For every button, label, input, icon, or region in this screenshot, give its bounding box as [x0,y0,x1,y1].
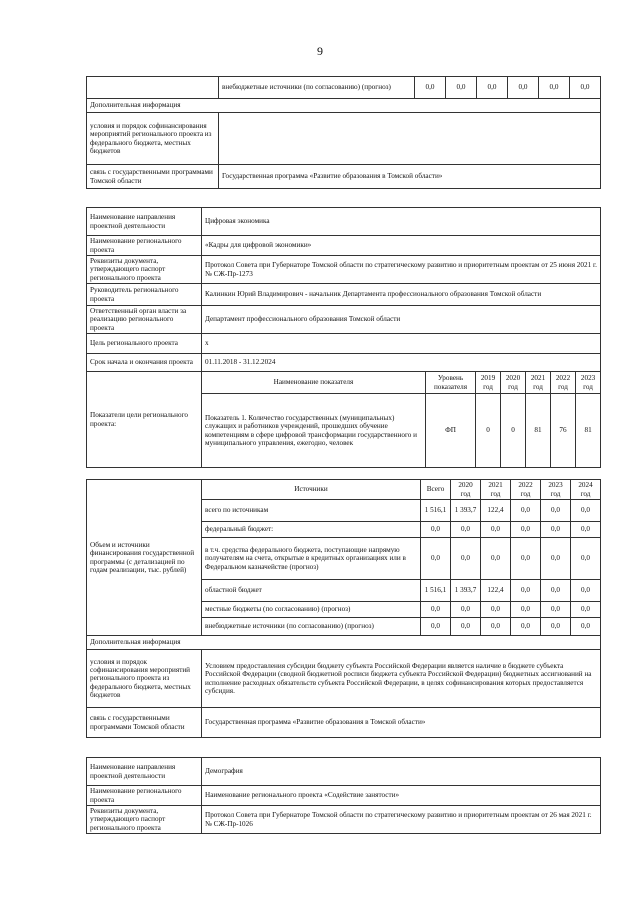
indicator-name: Показатель 1. Количество государственных (муниципальных) служащих и работников учреждений, прошедших обучение компетенциям в сфере цифровой трансформации государственного и муниципального управления, ежегодно, человек [202,394,426,468]
funding-value: 0,0 [571,522,601,538]
passport-label: Реквизиты документа, утверждающего паспорт регионального проекта [87,806,202,834]
funding-row-label: всего по источникам [202,500,421,522]
funding-year-header: 2022 год [511,480,541,500]
period-label: Срок начала и окончания проекта [87,354,202,372]
page-number: 9 [317,44,323,58]
funding-value: 0,0 [451,602,481,618]
funding-row-label: федеральный бюджет: [202,522,421,538]
funding-value: 0,0 [571,538,601,580]
budget-row-value: 0,0 [415,77,446,99]
head-label: Руководитель регионального проекта [87,284,202,306]
budget-row-label: внебюджетные источники (по согласованию) (прогноз) [219,77,415,99]
funding-value: 0,0 [511,500,541,522]
passport-value: Протокол Совета при Губернаторе Томской области по стратегическому развитию и приоритетным проектам от 25 июня 2021 г. № СЖ-Пр-1273 [202,256,601,284]
cofinancing-label: условия и порядок софинансирования мероприятий регионального проекта из федерального бюджета, местных бюджетов [87,650,202,708]
direction-label: Наименование направления проектной деятельности [87,208,202,236]
block2-table [86,207,601,468]
program-link-value: Государственная программа «Развитие образования в Томской области» [202,708,601,738]
indicators-label: Показатели цели регионального проекта: [87,372,202,468]
funding-value: 0,0 [511,522,541,538]
indicator-value: 81 [576,394,601,468]
indicator-level-header: Уровень показателя [426,372,476,394]
budget-row-value: 0,0 [539,77,570,99]
project-label: Наименование регионального проекта [87,786,202,806]
goal-value: x [202,334,601,354]
funding-table [86,479,601,738]
additional-info-heading: Дополнительная информация [87,636,601,650]
indicator-name-header: Наименование показателя [202,372,426,394]
program-link-label: связь с государственными программами Томской области [87,708,202,738]
budget-row-value: 0,0 [477,77,508,99]
indicator-year-header: 2022 год [551,372,576,394]
budget-row-value: 0,0 [570,77,601,99]
funding-total-header: Всего [421,480,451,500]
passport-value: Протокол Совета при Губернаторе Томской области по стратегическому развитию и приоритетным проектам от 26 мая 2021 г. № СЖ-Пр-1026 [202,806,601,834]
funding-value: 0,0 [541,602,571,618]
indicator-year-header: 2019 год [476,372,501,394]
project-value: Наименование регионального проекта «Содействие занятости» [202,786,601,806]
block3-table [86,757,601,834]
passport-label: Реквизиты документа, утверждающего паспорт регионального проекта [87,256,202,284]
funding-value: 0,0 [541,522,571,538]
funding-value: 0,0 [541,618,571,636]
indicator-year-header: 2023 год [576,372,601,394]
indicator-value: 81 [526,394,551,468]
funding-value: 1 393,7 [451,500,481,522]
funding-value: 0,0 [481,538,511,580]
cofinancing-value [219,113,601,165]
funding-value: 1 516,1 [421,580,451,602]
funding-value: 0,0 [571,580,601,602]
funding-value: 0,0 [451,522,481,538]
funding-sources-header: Источники [202,480,421,500]
indicator-year-header: 2021 год [526,372,551,394]
funding-value: 0,0 [511,580,541,602]
funding-value: 0,0 [481,602,511,618]
program-link-label: связь с государственными программами Томской области [87,165,219,189]
funding-value: 0,0 [571,602,601,618]
funding-value: 0,0 [481,618,511,636]
project-label: Наименование регионального проекта [87,236,202,256]
funding-value: 0,0 [511,618,541,636]
cofinancing-label: условия и порядок софинансирования мероприятий регионального проекта из федерального бюджета, местных бюджетов [87,113,219,165]
funding-value: 0,0 [571,500,601,522]
indicator-value: 76 [551,394,576,468]
funding-value: 0,0 [421,602,451,618]
program-link-value: Государственная программа «Развитие образования в Томской области» [219,165,601,189]
budget-row [87,77,601,99]
cofinancing-value: Условием предоставления субсидии бюджету субъекта Российской Федерации является наличие в бюджете субъекта Российской Федерации (сводной бюджетной росписи бюджета субъекта Российской Федерации) бюджетных ассигнований на исполнение расходных обязательств субъекта Российской Федерации, в целях софинансирования которых предоставляется субсидия. [202,650,601,708]
indicator-value: 0 [501,394,526,468]
funding-value: 122,4 [481,580,511,602]
block1-table [86,76,601,189]
funding-value: 0,0 [571,618,601,636]
funding-value: 0,0 [541,538,571,580]
budget-row-value: 0,0 [446,77,477,99]
authority-value: Департамент профессионального образования Томской области [202,306,601,334]
funding-value: 0,0 [511,602,541,618]
indicator-level: ФП [426,394,476,468]
funding-year-header: 2021 год [481,480,511,500]
goal-label: Цель регионального проекта [87,334,202,354]
project-value: «Кадры для цифровой экономики» [202,236,601,256]
funding-value: 1 516,1 [421,500,451,522]
funding-value: 1 393,7 [451,580,481,602]
funding-value: 0,0 [451,538,481,580]
indicator-value: 0 [476,394,501,468]
direction-value: Цифровая экономика [202,208,601,236]
funding-row-label: областной бюджет [202,580,421,602]
authority-label: Ответственный орган власти за реализацию регионального проекта [87,306,202,334]
funding-value: 0,0 [541,500,571,522]
empty-cell [87,77,219,99]
funding-row-label: в т.ч. средства федерального бюджета, поступающие напрямую получателям на счета, открытые в кредитных организациях или в Федеральном казначействе (прогноз) [202,538,421,580]
funding-year-header: 2020 год [451,480,481,500]
funding-value: 0,0 [511,538,541,580]
funding-value: 0,0 [481,522,511,538]
budget-row-value: 0,0 [508,77,539,99]
indicator-year-header: 2020 год [501,372,526,394]
funding-value: 0,0 [451,618,481,636]
additional-info-heading: Дополнительная информация [87,99,601,113]
funding-row-label: местные бюджеты (по согласованию) (прогноз) [202,602,421,618]
funding-label: Объем и источники финансирования государственной программы (с детализацией по годам реализации, тыс. рублей) [87,480,202,636]
funding-year-header: 2023 год [541,480,571,500]
direction-label: Наименование направления проектной деятельности [87,758,202,786]
funding-value: 0,0 [421,538,451,580]
direction-value: Демография [202,758,601,786]
funding-row-label: внебюджетные источники (по согласованию) (прогноз) [202,618,421,636]
funding-year-header: 2024 год [571,480,601,500]
period-value: 01.11.2018 - 31.12.2024 [202,354,601,372]
funding-value: 0,0 [541,580,571,602]
funding-value: 122,4 [481,500,511,522]
funding-value: 0,0 [421,522,451,538]
funding-value: 0,0 [421,618,451,636]
head-value: Калинкин Юрий Владимирович - начальник Департамента профессионального образования Томской области [202,284,601,306]
